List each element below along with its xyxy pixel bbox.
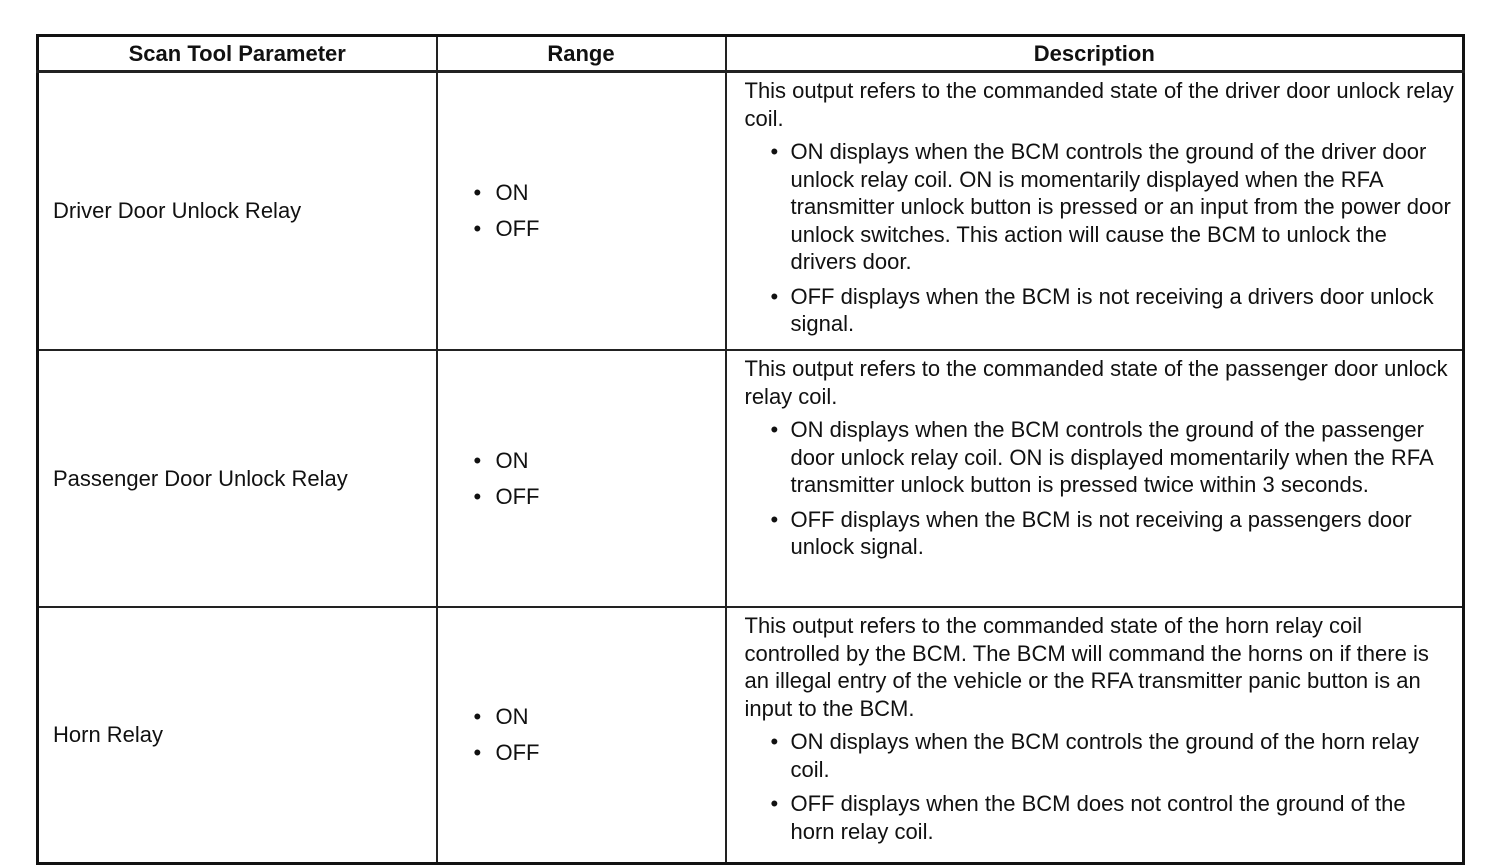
description-bullet: • ON displays when the BCM controls the ground of the passenger door unlock relay coil. ON is displayed momentarily when the RFA transmitter unlock button is pressed twice within 3 seconds. — [770, 417, 1433, 497]
range-item: • ON — [474, 175, 725, 211]
bullet-icon: • — [473, 740, 482, 765]
range-item: • OFF — [474, 211, 725, 247]
description-bullet: • OFF displays when the BCM is not receiving a passengers door unlock signal. — [770, 506, 1412, 559]
bullet-icon: • — [473, 216, 482, 241]
table-header-row — [38, 36, 1464, 72]
range-item: • ON — [474, 443, 725, 479]
range-item: • OFF — [474, 735, 725, 771]
bullet-icon: • — [770, 417, 779, 442]
range-list — [474, 699, 725, 771]
table-row — [38, 72, 1464, 351]
description-cell — [726, 607, 1464, 864]
range-item: • ON — [474, 699, 725, 735]
description-bullet: • OFF displays when the BCM is not receiving a drivers door unlock signal. — [770, 283, 1434, 336]
bullet-icon: • — [770, 139, 779, 164]
bullet-icon: • — [770, 729, 779, 754]
range-cell — [437, 72, 726, 351]
bullet-icon: • — [770, 506, 779, 532]
range-list — [474, 175, 725, 247]
range-cell — [437, 350, 726, 607]
table-row — [38, 607, 1464, 864]
bullet-icon: • — [770, 283, 779, 309]
bullet-icon: • — [770, 791, 779, 816]
header-description: Description — [726, 36, 1464, 72]
description-bullets — [745, 138, 1455, 338]
description-bullets — [745, 416, 1455, 561]
range-item: • OFF — [474, 479, 725, 515]
description-bullets — [745, 728, 1455, 845]
range-cell — [437, 607, 726, 864]
bullet-icon: • — [473, 180, 482, 205]
description-cell — [726, 350, 1464, 607]
table-row — [38, 350, 1464, 607]
parameter-cell: Horn Relay — [38, 607, 437, 864]
bullet-icon: • — [473, 483, 482, 509]
description-cell — [726, 72, 1464, 351]
description-bullet: • ON displays when the BCM controls the ground of the driver door unlock relay coil. ON is momentarily displayed when the RFA transmitter unlock button is pressed or an input from the power door unlock switches. This action will cause the BCM to unlock the drivers door. — [770, 139, 1451, 274]
scan-tool-document — [36, 34, 1462, 865]
parameter-cell: Driver Door Unlock Relay — [38, 72, 437, 351]
description-intro: This output refers to the commanded state of the horn relay coil controlled by the BCM. The BCM will command the horns on if there is an illegal entry of the vehicle or the RFA transmitter panic button is an input to the BCM. — [744, 613, 1429, 721]
header-scan-tool-parameter: Scan Tool Parameter — [38, 36, 437, 72]
bullet-icon: • — [473, 447, 482, 473]
bullet-icon: • — [473, 704, 482, 729]
parameter-cell: Passenger Door Unlock Relay — [38, 350, 437, 607]
description-bullet: • ON displays when the BCM controls the ground of the horn relay coil. — [770, 729, 1420, 782]
range-list — [474, 443, 725, 515]
header-range: Range — [437, 36, 726, 72]
description-intro: This output refers to the commanded state of the driver door unlock relay coil. — [744, 78, 1454, 131]
description-intro: This output refers to the commanded state of the passenger door unlock relay coil. — [744, 356, 1448, 409]
scan-tool-parameter-table — [36, 34, 1465, 865]
description-bullet: • OFF displays when the BCM does not control the ground of the horn relay coil. — [770, 791, 1406, 844]
